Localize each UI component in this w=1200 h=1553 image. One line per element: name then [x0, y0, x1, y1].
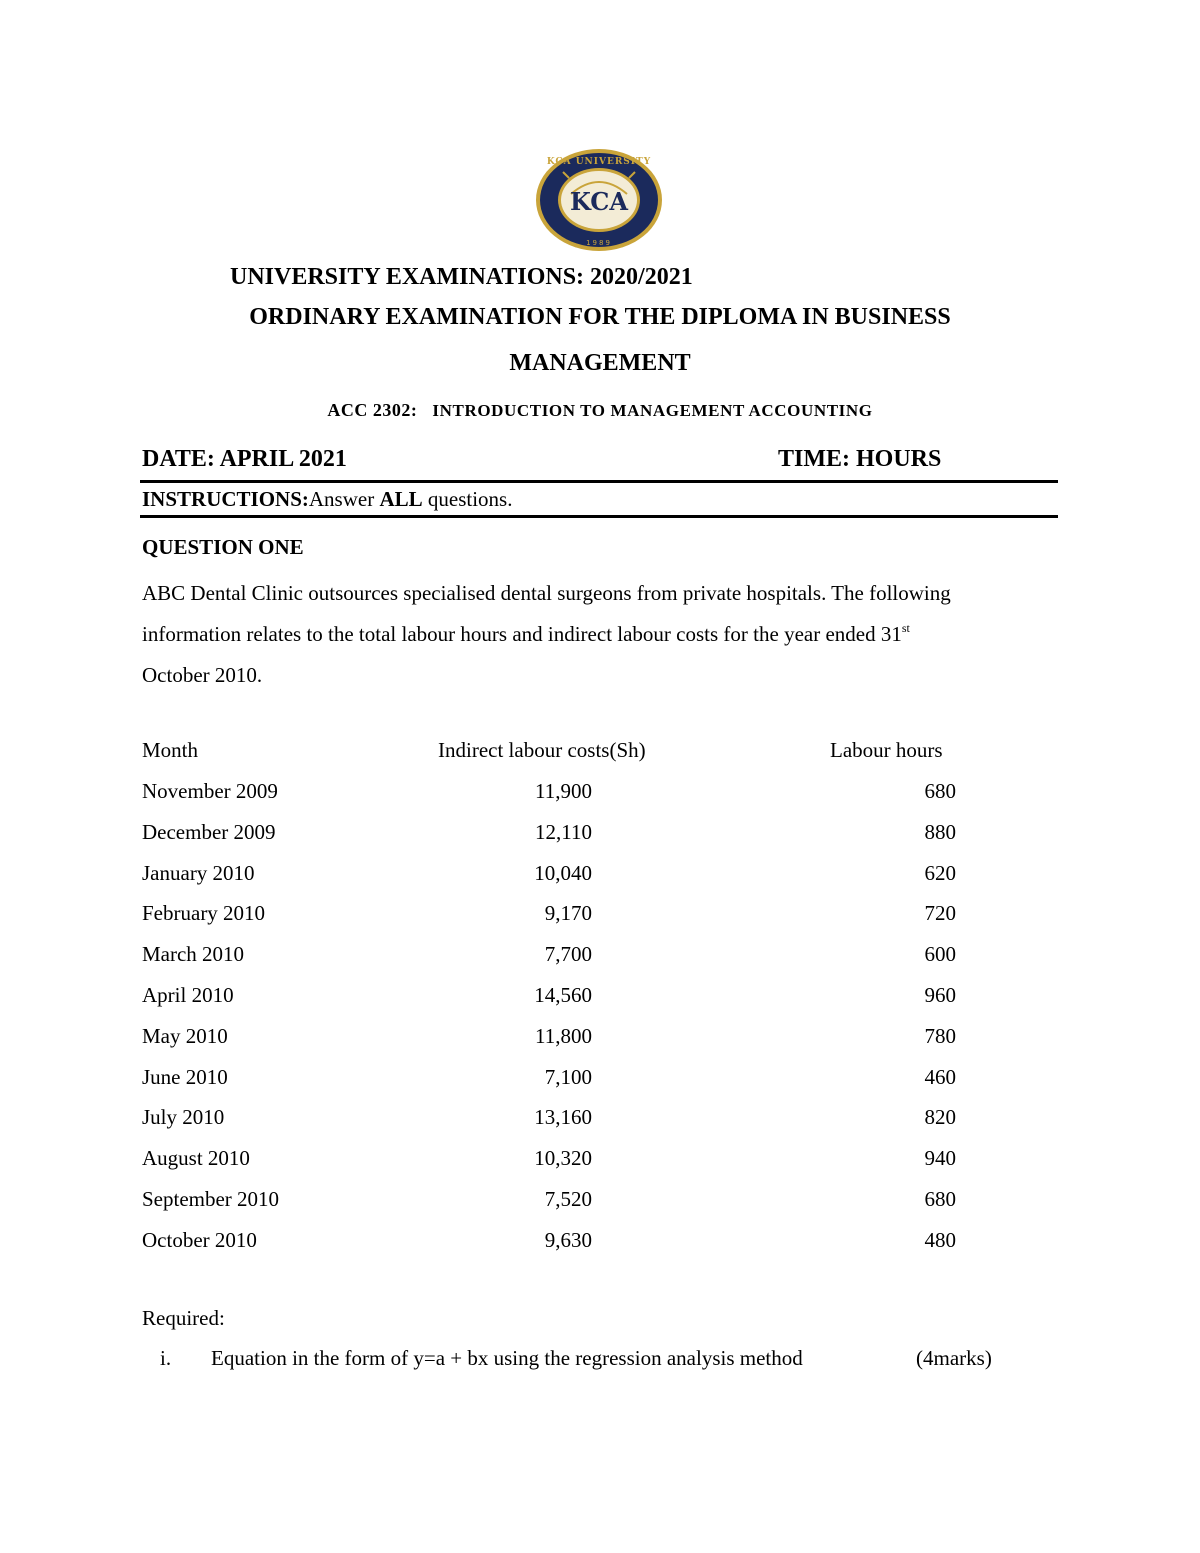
- cell-hours: 600: [924, 942, 956, 967]
- question-paragraph: [142, 573, 1062, 696]
- instructions-text-a: Answer: [308, 487, 380, 511]
- course-title: INTRODUCTION TO MANAGEMENT ACCOUNTING: [432, 401, 873, 420]
- cell-hours: 460: [924, 1064, 956, 1089]
- exam-title-line1: ORDINARY EXAMINATION FOR THE DIPLOMA IN BUSINESS: [249, 304, 951, 330]
- exam-date: DATE: APRIL 2021: [142, 446, 347, 472]
- instructions-bold: ALL: [379, 487, 423, 511]
- cell-hours: 940: [924, 1146, 956, 1171]
- divider-top: [140, 480, 1058, 483]
- cell-month: March 2010: [142, 942, 245, 967]
- cell-month: June 2010: [142, 1064, 228, 1089]
- table-row: [142, 1105, 1062, 1135]
- cell-cost: 11,900: [535, 779, 592, 803]
- question-line-3: October 2010.: [142, 663, 263, 687]
- svg-text:KCA: KCA: [570, 187, 628, 216]
- cell-month: May 2010: [142, 1023, 228, 1048]
- question-line-1: ABC Dental Clinic outsources specialised dental surgeons from private hospitals. The following: [142, 581, 951, 605]
- cell-cost: 7,700: [544, 942, 592, 967]
- cell-month: September 2010: [142, 1187, 280, 1211]
- cell-cost: 7,520: [544, 1187, 592, 1211]
- cell-month: January 2010: [142, 860, 255, 885]
- cell-month: October 2010: [142, 1227, 257, 1252]
- svg-text:KCA UNIVERSITY: KCA UNIVERSITY: [546, 157, 652, 167]
- cell-cost: 14,560: [534, 983, 592, 1007]
- header-month: Month: [142, 738, 199, 762]
- course-code: ACC 2302:: [327, 400, 418, 420]
- table-row: [142, 779, 1062, 809]
- university-logo: [535, 148, 663, 252]
- cell-hours: 960: [924, 983, 956, 1007]
- cell-hours: 680: [924, 779, 956, 803]
- table-row: [142, 1146, 1062, 1176]
- cell-hours: 820: [924, 1105, 956, 1130]
- table-row: [142, 861, 1062, 891]
- table-row: [142, 820, 1062, 850]
- exam-title-line2: MANAGEMENT: [509, 350, 691, 376]
- instructions-text-b: questions.: [422, 487, 513, 511]
- cell-cost: 9,630: [544, 1227, 592, 1252]
- exam-time: TIME: HOURS: [778, 446, 942, 472]
- table-row: [142, 1187, 1062, 1217]
- cell-month: April 2010: [142, 983, 234, 1007]
- cell-month: February 2010: [142, 901, 266, 926]
- question-line-2-text: information relates to the total labour hours and indirect labour costs for the year ended 31: [142, 622, 902, 646]
- instructions-label: INSTRUCTIONS:: [142, 487, 309, 511]
- table-row: [142, 1024, 1062, 1054]
- cell-cost: 11,800: [535, 1023, 592, 1048]
- cell-hours: 720: [924, 901, 956, 926]
- cell-cost: 10,320: [534, 1146, 592, 1171]
- item-marks: (4marks): [916, 1346, 992, 1370]
- cell-cost: 12,110: [535, 819, 592, 844]
- ordinal-suffix: st: [901, 621, 910, 635]
- cell-month: December 2009: [142, 819, 276, 844]
- question-line-2: [142, 614, 1062, 655]
- item-number: i.: [160, 1346, 172, 1370]
- required-label: Required:: [142, 1306, 225, 1330]
- cell-hours: 780: [924, 1023, 956, 1048]
- cell-month: November 2009: [142, 779, 278, 803]
- divider-bottom: [140, 515, 1058, 518]
- cell-hours: 480: [924, 1227, 956, 1252]
- table-row: [142, 1228, 1062, 1258]
- cell-cost: 13,160: [534, 1105, 592, 1130]
- table-row: [142, 1065, 1062, 1095]
- item-text: Equation in the form of y=a + bx using the regression analysis method: [211, 1346, 803, 1370]
- instructions: [142, 487, 512, 512]
- table-row: [142, 983, 1062, 1013]
- header-cost: Indirect labour costs(Sh): [438, 738, 646, 762]
- svg-text:1989: 1989: [586, 239, 612, 247]
- table-row: [142, 901, 1062, 931]
- course-line: [0, 400, 1200, 421]
- cell-month: August 2010: [142, 1146, 250, 1171]
- cell-hours: 620: [924, 860, 956, 885]
- table-header: [142, 738, 1062, 768]
- header-hours: Labour hours: [830, 738, 943, 762]
- exam-year-heading: UNIVERSITY EXAMINATIONS: 2020/2021: [230, 264, 693, 290]
- cell-cost: 9,170: [544, 901, 592, 926]
- cell-hours: 680: [924, 1187, 956, 1211]
- question-heading: QUESTION ONE: [142, 535, 304, 559]
- cell-cost: 10,040: [534, 860, 592, 885]
- cell-cost: 7,100: [544, 1064, 592, 1089]
- cell-hours: 880: [924, 819, 956, 844]
- cell-month: July 2010: [142, 1105, 225, 1130]
- table-row: [142, 942, 1062, 972]
